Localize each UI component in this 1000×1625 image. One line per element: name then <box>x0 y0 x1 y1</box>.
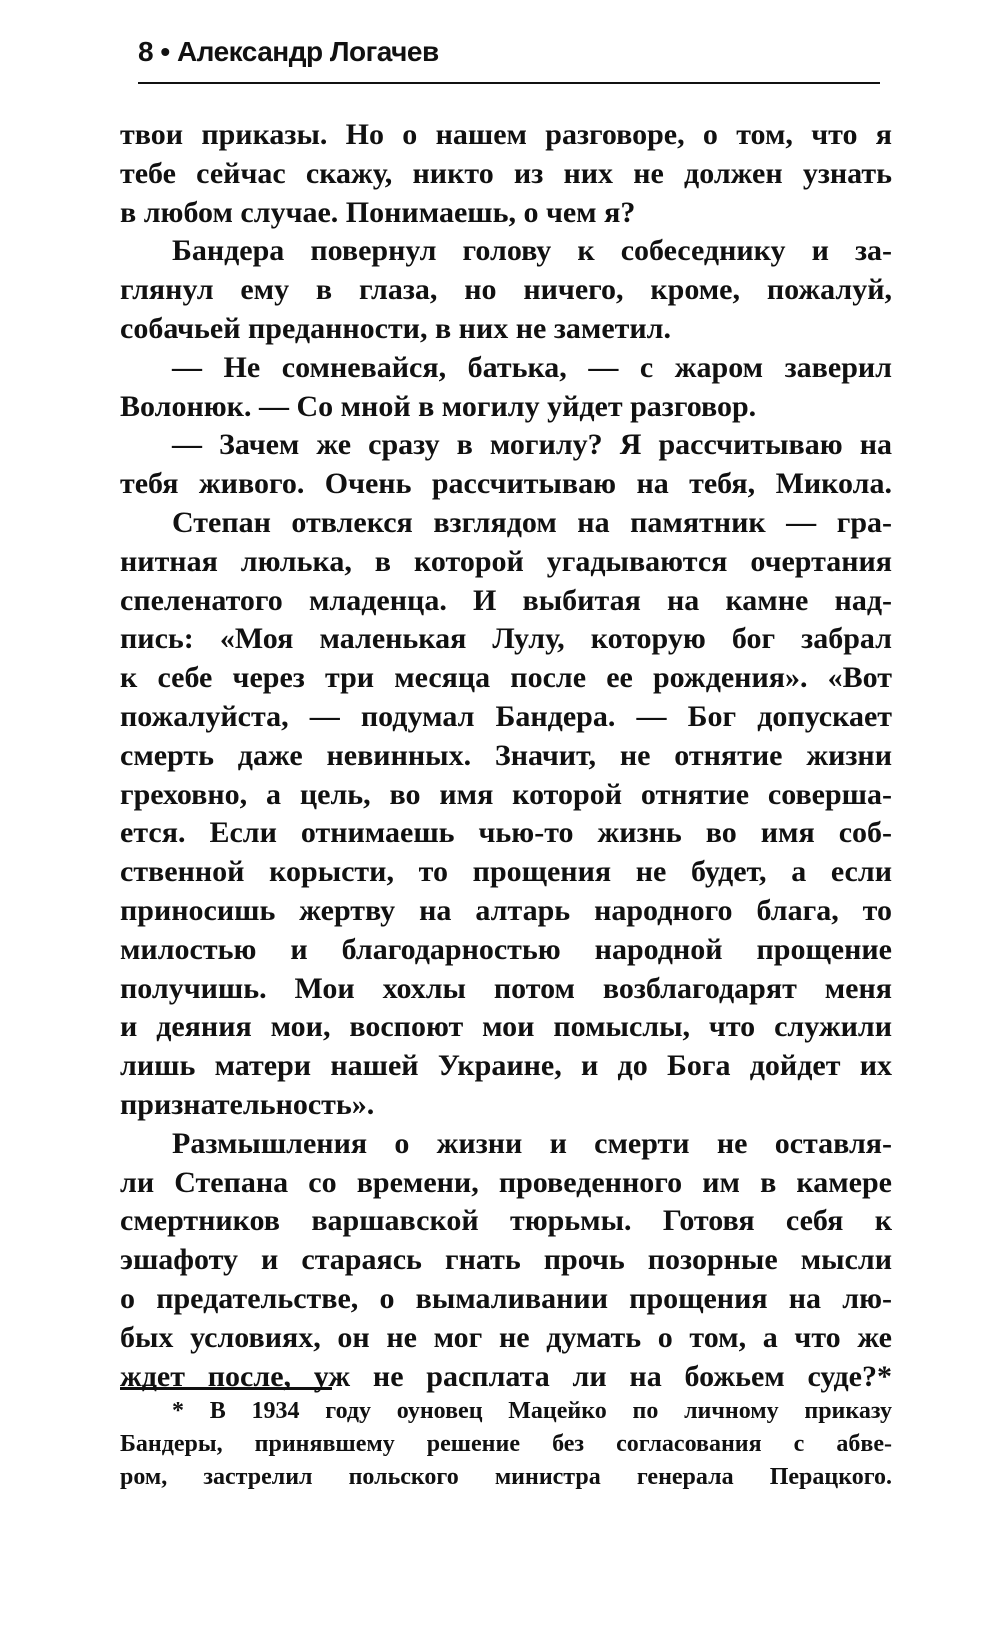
text-line: нитная люлька, в которой угадываются очертания <box>120 544 892 578</box>
page-number: 8 <box>138 36 154 67</box>
text-line: Размышления о жизни и смерти не оставля- <box>172 1126 892 1160</box>
text-line: пожалуйста, — подумал Бандера. — Бог допускает <box>120 699 892 733</box>
text-line: греховно, а цель, во имя которой отнятие соверша- <box>120 777 892 811</box>
footnote-line: Бандеры, принявшему решение без согласования с абве- <box>120 1431 892 1457</box>
text-line: ли Степана со времени, проведенного им в камере <box>120 1165 892 1199</box>
text-line: ется. Если отнимаешь чью-то жизнь во имя соб- <box>120 816 892 850</box>
footnote-line: * В 1934 году оуновец Мацейко по личному приказу <box>172 1398 892 1424</box>
text-line: лишь матери нашей Украине, и до Бога дойдет их <box>120 1049 892 1083</box>
text-line: признательность». <box>120 1087 375 1121</box>
footnote-line: ром, застрелил польского министра генерала Перацкого. <box>120 1464 892 1490</box>
text-line: глянул ему в глаза, но ничего, кроме, пожалуй, <box>120 273 892 307</box>
text-line: о предательстве, о вымаливании прощения на лю- <box>120 1281 892 1315</box>
header-separator: • <box>160 36 170 67</box>
text-line: спеленатого младенца. И выбитая на камне над- <box>120 583 892 617</box>
footnote-rule <box>120 1387 332 1390</box>
main-text <box>120 116 892 1396</box>
text-line: Степан отвлекся взглядом на памятник — гра- <box>172 505 892 539</box>
text-line: тебе сейчас скажу, никто из них не должен узнать <box>120 156 892 190</box>
text-line: милостью и благодарностью народной прощение <box>120 932 892 966</box>
text-line: Бандера повернул голову к собеседнику и за- <box>172 234 892 268</box>
text-line: собачьей преданности, в них не заметил. <box>120 311 672 345</box>
text-line: и деяния мои, воспоют мои помыслы, что служили <box>120 1010 892 1044</box>
text-line: ждет после, уж не расплата ли на божьем суде?* <box>120 1359 892 1393</box>
text-line: бых условиях, он не мог не думать о том, а что же <box>120 1320 892 1354</box>
text-line: пись: «Моя маленькая Лулу, которую бог забрал <box>120 622 892 656</box>
running-title: Александр Логачев <box>176 36 439 67</box>
text-line: смерть даже невинных. Значит, не отнятие жизни <box>120 738 892 772</box>
text-line: в любом случае. Понимаешь, о чем я? <box>120 195 636 229</box>
text-line: тебя живого. Очень рассчитываю на тебя, Микола. <box>120 467 892 501</box>
text-line: — Зачем же сразу в могилу? Я рассчитываю на <box>172 428 892 462</box>
footnote <box>120 1395 892 1494</box>
text-line: смертников варшавской тюрьмы. Готовя себя к <box>120 1204 892 1238</box>
running-header <box>138 36 880 84</box>
text-line: получишь. Мои хохлы потом возблагодарят меня <box>120 971 892 1005</box>
text-line: эшафоту и стараясь гнать прочь позорные мысли <box>120 1243 892 1277</box>
text-line: к себе через три месяца после ее рождения». «Вот <box>120 661 892 695</box>
text-line: Волонюк. — Со мной в могилу уйдет разговор. <box>120 389 757 423</box>
text-line: — Не сомневайся, батька, — с жаром заверил <box>172 350 892 384</box>
text-line: твои приказы. Но о нашем разговоре, о том, что я <box>120 118 892 151</box>
text-line: приносишь жертву на алтарь народного блага, то <box>120 893 892 927</box>
text-line: ственной корысти, то прощения не будет, а если <box>120 855 892 889</box>
